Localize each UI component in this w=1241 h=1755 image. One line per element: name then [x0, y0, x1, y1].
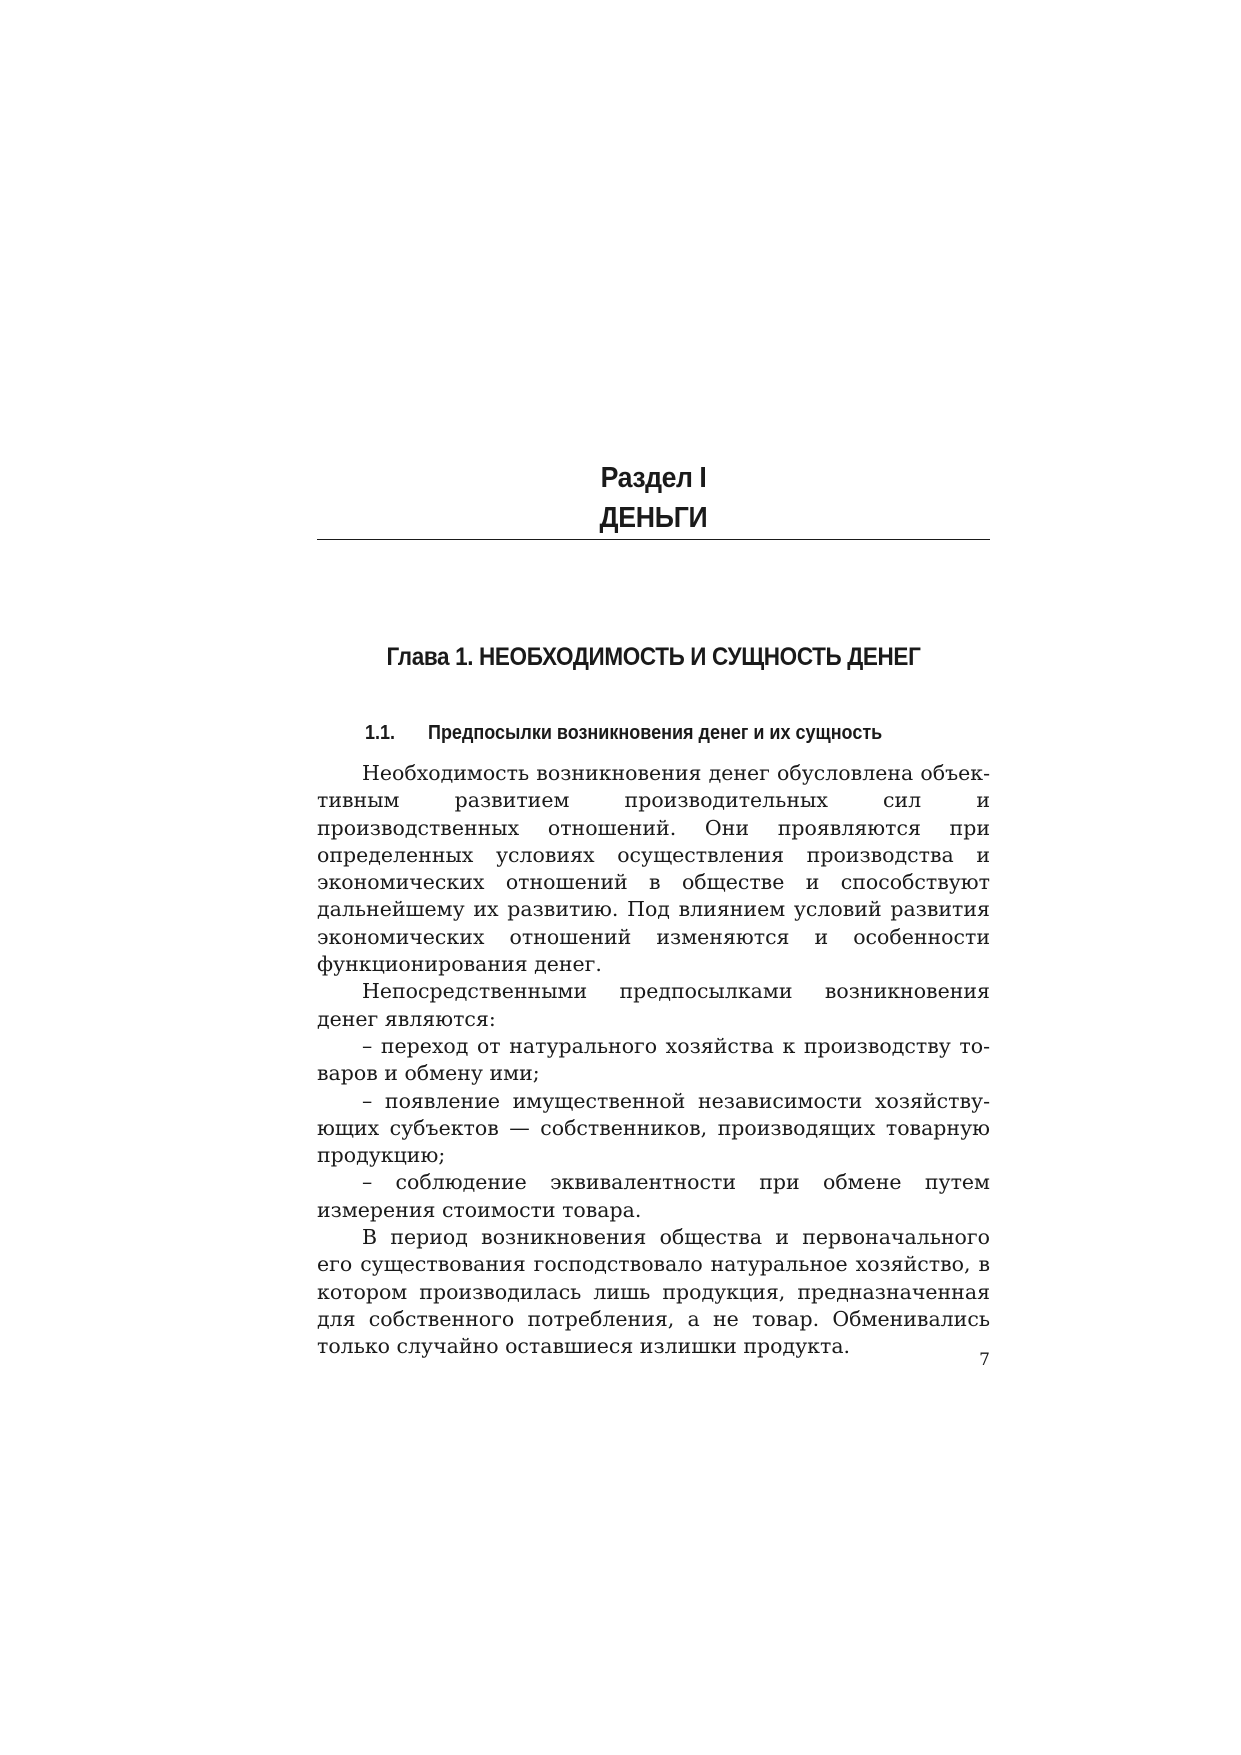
paragraph: В период возникновения общества и первоначального его существования господствовало натуральное хозяйство, в котором производилась лишь продукция, предназначенная для собственного потребления, а не товар. Обменивались только случайно оставшиеся излишки продукта. [317, 1225, 990, 1359]
list-item: – появление имущественной независимости хозяйствующих субъектов — собственников, производящих товарную продукцию; [317, 1088, 990, 1168]
list-item: – переход от натурального хозяйства к производству товаров и обмену ими; [317, 1033, 990, 1086]
paragraph: Непосредственными предпосылками возникновения денег являются: [317, 979, 990, 1031]
part-title: ДЕНЬГИ [599, 502, 708, 534]
chapter-title: Глава 1. НЕОБХОДИМОСТЬ И СУЩНОСТЬ ДЕНЕГ [386, 643, 921, 671]
section-number: 1.1. [365, 722, 396, 744]
part-divider [317, 539, 990, 540]
section-title: Предпосылки возникновения денег и их сущность [428, 722, 883, 744]
list-item: – соблюдение эквивалентности при обмене путем измерения стоимости товара. [317, 1170, 990, 1222]
paragraph: Необходимость возникновения денег обусловлена объективным развитием производительных сил и производственных отношений. Они проявляются при определенных условиях осуществления производства и экономических отношений в обществе и способствуют дальнейшему их развитию. Под влиянием условий развития экономических отношений изменяются и особенности функционирования денег. [317, 761, 990, 977]
page-number: 7 [979, 1350, 990, 1370]
section-heading [365, 719, 882, 747]
part-label: Раздел I [600, 462, 707, 494]
body-text [317, 760, 990, 1361]
